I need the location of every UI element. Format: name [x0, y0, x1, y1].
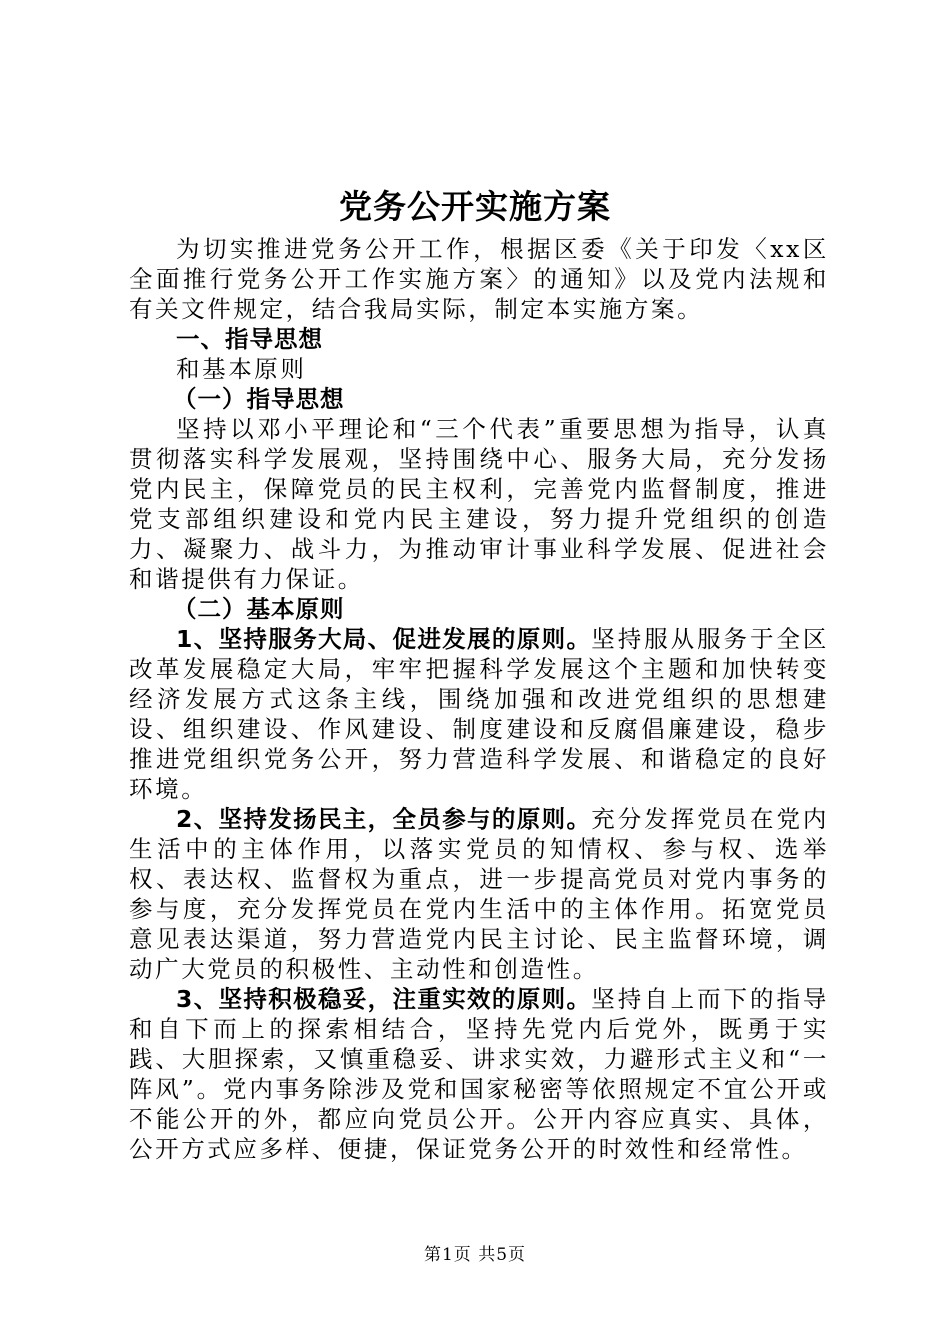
principle-paragraph-2: [129, 804, 829, 984]
principle-paragraph-1: [129, 624, 829, 804]
principle-paragraph-3: [129, 984, 829, 1164]
section-heading-continuation: 和基本原则: [176, 355, 307, 383]
principle-text-2: 充分发挥党员在党内生活中的主体作用，以落实党员的知情权、参与权、选举权、表达权、监督权为重点，进一步提高党员对党内事务的参与度，充分发挥党员在党内生活中的主体作用。拓宽党员意见表达渠道，努力营造党内民主讨论、民主监督环境，调动广大党员的积极性、主动性和创造性。: [129, 805, 829, 983]
document-title: 党务公开实施方案: [339, 187, 611, 226]
subsection-heading-basic-principles: （二）基本原则: [173, 595, 345, 623]
principle-lead-3: 3、坚持积极稳妥，注重实效的原则。: [176, 985, 592, 1013]
section-heading-guiding-thought: 一、指导思想: [176, 325, 323, 353]
principle-text-3: 坚持自上而下的指导和自下而上的探索相结合，坚持先党内后党外，既勇于实践、大胆探索，又慎重稳妥、讲求实效，力避形式主义和“一阵风”。党内事务除涉及党和国家秘密等依照规定不宜公开或不能公开的外，都应向党员公开。公开内容应真实、具体，公开方式应多样、便捷，保证党务公开的时效性和经常性。: [129, 985, 829, 1163]
document-body: [129, 234, 829, 1164]
principle-lead-1: 1、坚持服务大局、促进发展的原则。: [176, 625, 592, 653]
subsection-heading-guiding-thought: （一）指导思想: [173, 385, 345, 413]
page-number-footer: 第1页 共5页: [423, 1245, 527, 1265]
intro-paragraph: 为切实推进党务公开工作，根据区委《关于印发〈xx区全面推行党务公开工作实施方案〉的通知》以及党内法规和有关文件规定，结合我局实际，制定本实施方案。: [129, 235, 829, 323]
principle-lead-2: 2、坚持发扬民主，全员参与的原则。: [176, 805, 592, 833]
principle-text-1: 坚持服从服务于全区改革发展稳定大局，牢牢把握科学发展这个主题和加快转变经济发展方式这条主线，围绕加强和改进党组织的思想建设、组织建设、作风建设、制度建设和反腐倡廉建设，稳步推进党组织党务公开，努力营造科学发展、和谐稳定的良好环境。: [129, 625, 829, 803]
guiding-thought-paragraph: 坚持以邓小平理论和“三个代表”重要思想为指导，认真贯彻落实科学发展观，坚持围绕中心、服务大局，充分发扬党内民主，保障党员的民主权利，完善党内监督制度，推进党支部组织建设和党内民主建设，努力提升党组织的创造力、凝聚力、战斗力，为推动审计事业科学发展、促进社会和谐提供有力保证。: [129, 415, 829, 593]
